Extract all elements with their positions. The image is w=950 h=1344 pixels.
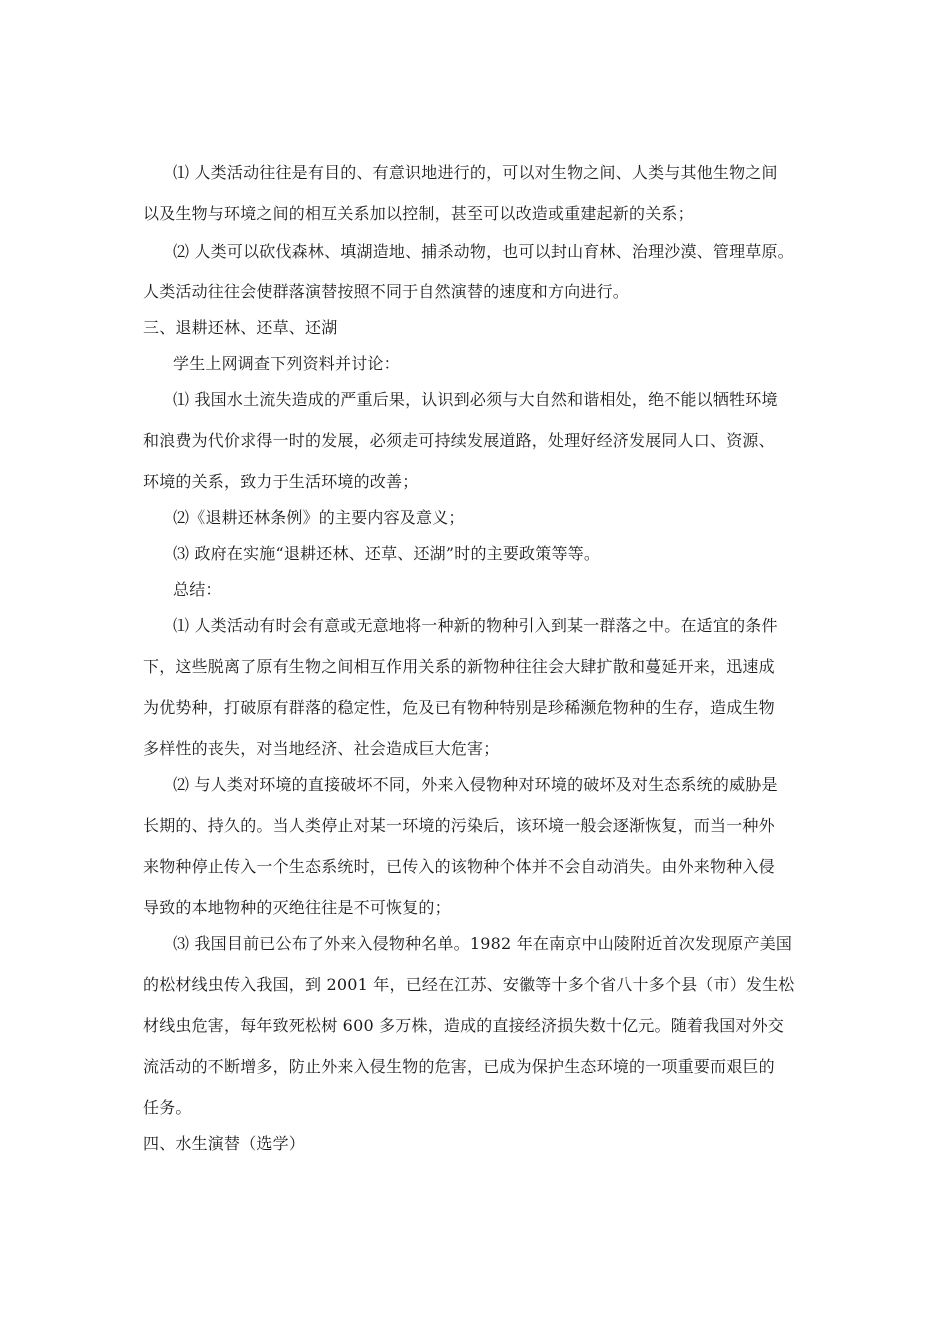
- paragraph-line: ⑵《退耕还林条例》的主要内容及意义；: [173, 508, 465, 527]
- paragraph-line: 为优势种，打破原有群落的稳定性，危及已有物种特别是珍稀濒危物种的生存，造成生物: [143, 698, 775, 717]
- paragraph-line: ⑴ 人类活动有时会有意或无意地将一种新的物种引入到某一群落之中。在适宜的条件: [173, 616, 778, 635]
- paragraph-line: ⑴ 人类活动往往是有目的、有意识地进行的，可以对生物之间、人类与其他生物之间: [173, 163, 778, 182]
- paragraph-line: ⑶ 政府在实施“退耕还林、还草、还湖”时的主要政策等等。: [173, 544, 601, 563]
- paragraph-line: ⑵ 与人类对环境的直接破坏不同，外来入侵物种对环境的破坏及对生态系统的威胁是: [173, 775, 778, 794]
- section-heading: 四、水生演替（选学）: [143, 1134, 306, 1153]
- paragraph-line: 流活动的不断增多，防止外来入侵生物的危害，已成为保护生态环境的一项重要而艰巨的: [143, 1057, 775, 1076]
- paragraph-line: 的松材线虫传入我国，到 2001 年，已经在江苏、安徽等十多个省八十多个县（市）发生松: [143, 975, 795, 994]
- paragraph-line: 长期的、持久的。当人类停止对某一环境的污染后，该环境一般会逐渐恢复，而当一种外: [143, 816, 775, 835]
- paragraph-line: ⑴ 我国水土流失造成的严重后果，认识到必须与大自然和谐相处，绝不能以牺牲环境: [173, 390, 778, 409]
- paragraph-line: 以及生物与环境之间的相互关系加以控制，甚至可以改造或重建起新的关系；: [143, 204, 694, 223]
- paragraph-line: 总结：: [173, 580, 222, 599]
- paragraph-line: 任务。: [143, 1098, 192, 1117]
- paragraph-line: 人类活动往往会使群落演替按照不同于自然演替的速度和方向进行。: [143, 282, 630, 301]
- paragraph-line: 和浪费为代价求得一时的发展，必须走可持续发展道路，处理好经济发展同人口、资源、: [143, 431, 775, 450]
- paragraph-line: 下，这些脱离了原有生物之间相互作用关系的新物种往往会大肆扩散和蔓延开来，迅速成: [143, 657, 775, 676]
- paragraph-line: 环境的关系，致力于生活环境的改善；: [143, 472, 419, 491]
- paragraph-line: 导致的本地物种的灭绝往往是不可恢复的；: [143, 898, 451, 917]
- paragraph-line: 来物种停止传入一个生态系统时，已传入的该物种个体并不会自动消失。由外来物种入侵: [143, 857, 775, 876]
- paragraph-line: 材线虫危害，每年致死松树 600 多万株，造成的直接经济损失数十亿元。随着我国对外交: [143, 1016, 785, 1035]
- paragraph-line: 学生上网调查下列资料并讨论：: [173, 354, 400, 373]
- paragraph-line: ⑵ 人类可以砍伐森林、填湖造地、捕杀动物，也可以封山育林、治理沙漠、管理草原。: [173, 242, 794, 261]
- paragraph-line: 多样性的丧失，对当地经济、社会造成巨大危害；: [143, 739, 500, 758]
- section-heading: 三、退耕还林、还草、还湖: [143, 318, 338, 337]
- paragraph-line: ⑶ 我国目前已公布了外来入侵物种名单。1982 年在南京中山陵附近首次发现原产美国: [173, 934, 793, 953]
